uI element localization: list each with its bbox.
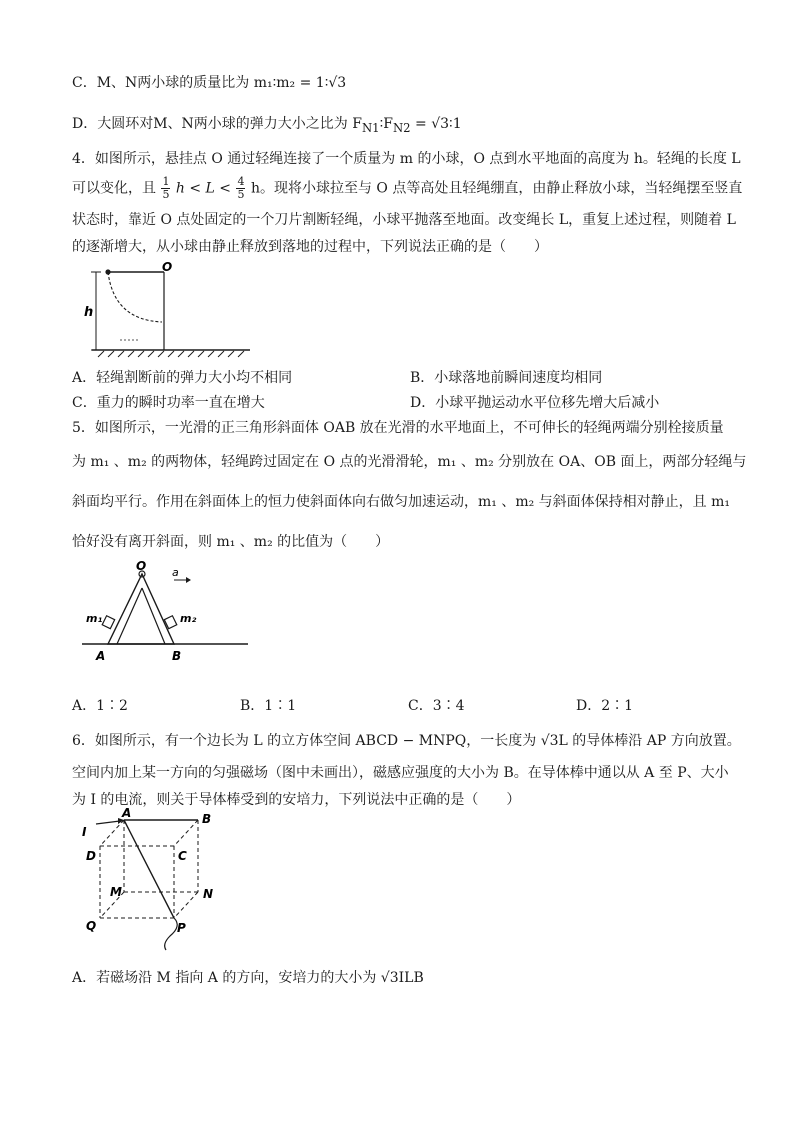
q5-fig-label-o: O	[136, 560, 147, 573]
q3-option-c: C．M、N两小球的质量比为 m₁∶m₂ = 1∶√3	[72, 75, 347, 91]
q6-fig-label-p: P	[177, 921, 186, 935]
q6-stem-line3: 为 I 的电流，则关于导体棒受到的安培力，下列说法中正确的是（ ）	[72, 792, 521, 808]
q5-stem-line2: 为 m₁ 、m₂ 的两物体，轻绳跨过固定在 O 点的光滑滑轮，m₁ 、m₂ 分别放在 OA、OB 面上，两部分轻绳与	[72, 454, 747, 470]
q6-cube-figure	[74, 808, 234, 958]
q5-fig-label-a-arrow: a	[172, 566, 179, 579]
q5-fig-label-vertex-b: B	[172, 649, 182, 663]
q4-stem-line2	[72, 176, 742, 201]
q5-option-a: A．1∶2	[72, 698, 128, 714]
q4-option-c: C．重力的瞬时功率一直在增大	[72, 395, 265, 411]
q6-fig-label-d: D	[86, 849, 96, 863]
q5-fig-label-m1: m₁	[86, 612, 103, 625]
q5-option-b: B．1∶1	[240, 698, 297, 714]
q6-fig-label-b: B	[202, 812, 212, 826]
q4-option-b: B．小球落地前瞬间速度均相同	[410, 370, 603, 386]
q4-option-d: D．小球平抛运动水平位移先增大后减小	[410, 395, 660, 411]
q4-stem-line3: 状态时，靠近 O 点处固定的一个刀片割断轻绳，小球平抛落至地面。改变绳长 L，重复上述过程，则随着 L	[72, 212, 736, 228]
q6-option-a: A．若磁场沿 M 指向 A 的方向，安培力的大小为 √3ILB	[72, 970, 424, 986]
q6-stem-line1: 6．如图所示，有一个边长为 L 的立方体空间 ABCD − MNPQ，一长度为 √3L 的导体棒沿 AP 方向放置。	[72, 733, 741, 749]
q6-fig-label-q: Q	[86, 919, 97, 933]
q4-inequality: h < L <	[175, 180, 232, 197]
q4-stem-line4: 的逐渐增大，从小球由静止释放到落地的过程中，下列说法正确的是（ ）	[72, 239, 548, 255]
q5-stem-line1: 5．如图所示，一光滑的正三角形斜面体 OAB 放在光滑的水平地面上，不可伸长的轻绳两端分别栓接质量	[72, 420, 724, 436]
q5-option-d: D．2∶1	[576, 698, 634, 714]
q4-pendulum-figure	[78, 262, 258, 358]
fraction-one-fifth: $\frac{1}{5}$	[162, 175, 170, 201]
q4-fig-label-o: O	[162, 262, 173, 274]
q4-stem-line2-post: h。现将小球拉至与 O 点等高处且轻绳绷直，由静止释放小球，当轻绳摆至竖直	[250, 180, 743, 197]
q5-fig-label-vertex-a: A	[96, 649, 106, 663]
q6-fig-label-i: I	[82, 825, 87, 839]
q3-option-d: D．大圆环对M、N两小球的弹力大小之比为 $F_{N1}∶F_{N2}$ = √3∶1	[72, 116, 462, 135]
q5-stem-line4: 恰好没有离开斜面，则 m₁ 、m₂ 的比值为（ ）	[72, 534, 390, 550]
q4-stem-line2-pre: 可以变化，且	[72, 180, 156, 197]
q6-fig-label-n: N	[203, 887, 214, 901]
q4-option-a: A．轻绳割断前的弹力大小均不相同	[72, 370, 293, 386]
fraction-four-fifths: $\frac{4}{5}$	[237, 175, 245, 201]
q5-option-c: C．3∶4	[408, 698, 465, 714]
q6-fig-label-m: M	[110, 885, 122, 899]
q6-stem-line2: 空间内加上某一方向的匀强磁场（图中未画出），磁感应强度的大小为 B。在导体棒中通以从 A 至 P、大小	[72, 765, 729, 781]
q6-fig-label-c: C	[178, 849, 187, 863]
q4-stem-line1: 4．如图所示，悬挂点 O 通过轻绳连接了一个质量为 m 的小球，O 点到水平地面的高度为 h。轻绳的长度 L	[72, 151, 741, 167]
q6-fig-label-a: A	[122, 808, 132, 820]
q4-fig-label-h: h	[84, 305, 94, 320]
q5-stem-line3: 斜面均平行。作用在斜面体上的恒力使斜面体向右做匀加速运动，m₁ 、m₂ 与斜面体保持相对静止，且 m₁	[72, 494, 731, 510]
q5-incline-figure	[80, 560, 260, 670]
q5-fig-label-m2: m₂	[180, 612, 197, 625]
